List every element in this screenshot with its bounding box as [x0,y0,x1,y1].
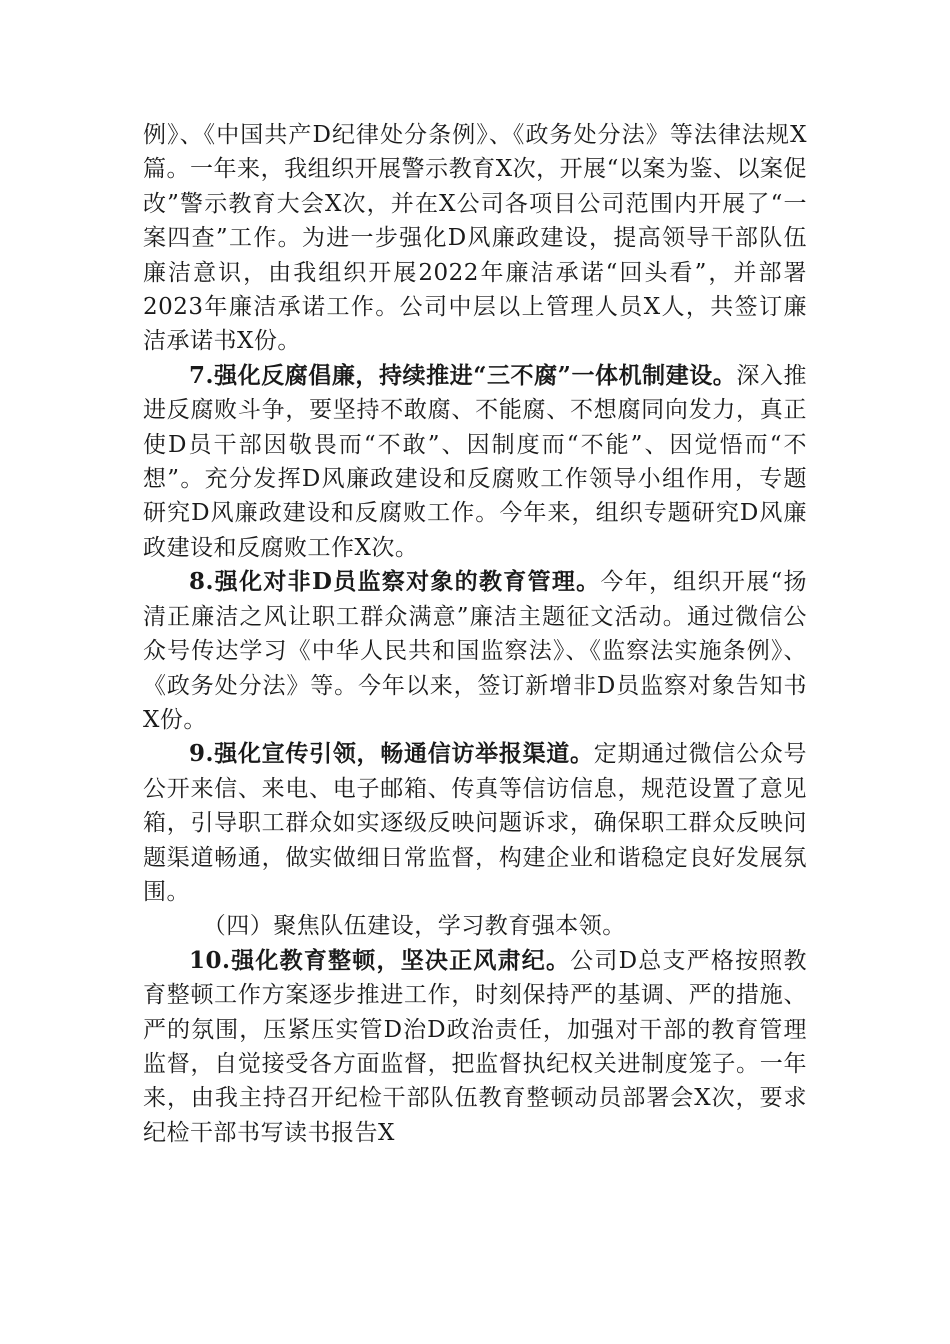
paragraph-heading: 8.强化对非D员监察对象的教育管理。 [189,568,601,596]
paragraph-heading: 9.强化宣传引领，畅通信访举报渠道。 [189,740,594,768]
paragraph-body: 例》、《中国共产D纪律处分条例》、《政务处分法》等法律法规X篇。一年来，我组织开展警示教育X次，开展“以案为鉴、以案促改”警示教育大会X次，并在X公司各项目公司范围内开展了“一案四查”工作。为进一步强化D风廉政建设，提高领导干部队伍廉洁意识，由我组织开展2022年廉洁承诺“回头看”，并部署2023年廉洁承诺工作。公司中层以上管理人员X人，共签订廉洁承诺书X份。 [143,122,807,355]
section-heading: （四）聚焦队伍建设，学习教育强本领。 [202,913,626,940]
paragraph-heading: 7.强化反腐倡廉，持续推进“三不腐”一体机制建设。 [189,361,737,389]
paragraph-8 [143,565,807,737]
paragraph-body: 定期通过微信公众号公开来信、来电、电子邮箱、传真等信访信息，规范设置了意见箱，引导职工群众如实逐级反映问题诉求，确保职工群众反映问题渠道畅通，做实做细日常监督，构建企业和谐稳定良好发展氛围。 [143,741,808,905]
paragraph-body: 今年，组织开展“扬清正廉洁之风让职工群众满意”廉洁主题征文活动。通过微信公众号传达学习《中华人民共和国监察法》、《监察法实施条例》、《政务处分法》等。今年以来，签订新增非D员监察对象告知书X份。 [143,569,807,733]
paragraph-continued [143,118,807,359]
paragraph-9 [143,737,807,909]
paragraph-body: 公司D总支严格按照教育整顿工作方案逐步推进工作，时刻保持严的基调、严的措施、严的氛围，压紧压实管D治D政治责任，加强对干部的教育管理监督，自觉接受各方面监督，把监督执纪权关进制度笼子。一年来，由我主持召开纪检干部队伍教育整顿动员部署会X次，要求纪检干部书写读书报告X [143,947,807,1146]
document-page [143,118,807,1150]
paragraph-7 [143,359,807,565]
paragraph-body: 深入推进反腐败斗争，要坚持不敢腐、不能腐、不想腐同向发力，真正使D员干部因敬畏而“不敢”、因制度而“不能”、因觉悟而“不想”。充分发挥D风廉政建设和反腐败工作领导小组作用，专题研究D风廉政建设和反腐败工作。今年来，组织专题研究D风廉政建设和反腐败工作X次。 [143,362,807,561]
paragraph-10 [143,944,807,1150]
paragraph-heading: 10.强化教育整顿，坚决正风肃纪。 [189,946,571,974]
